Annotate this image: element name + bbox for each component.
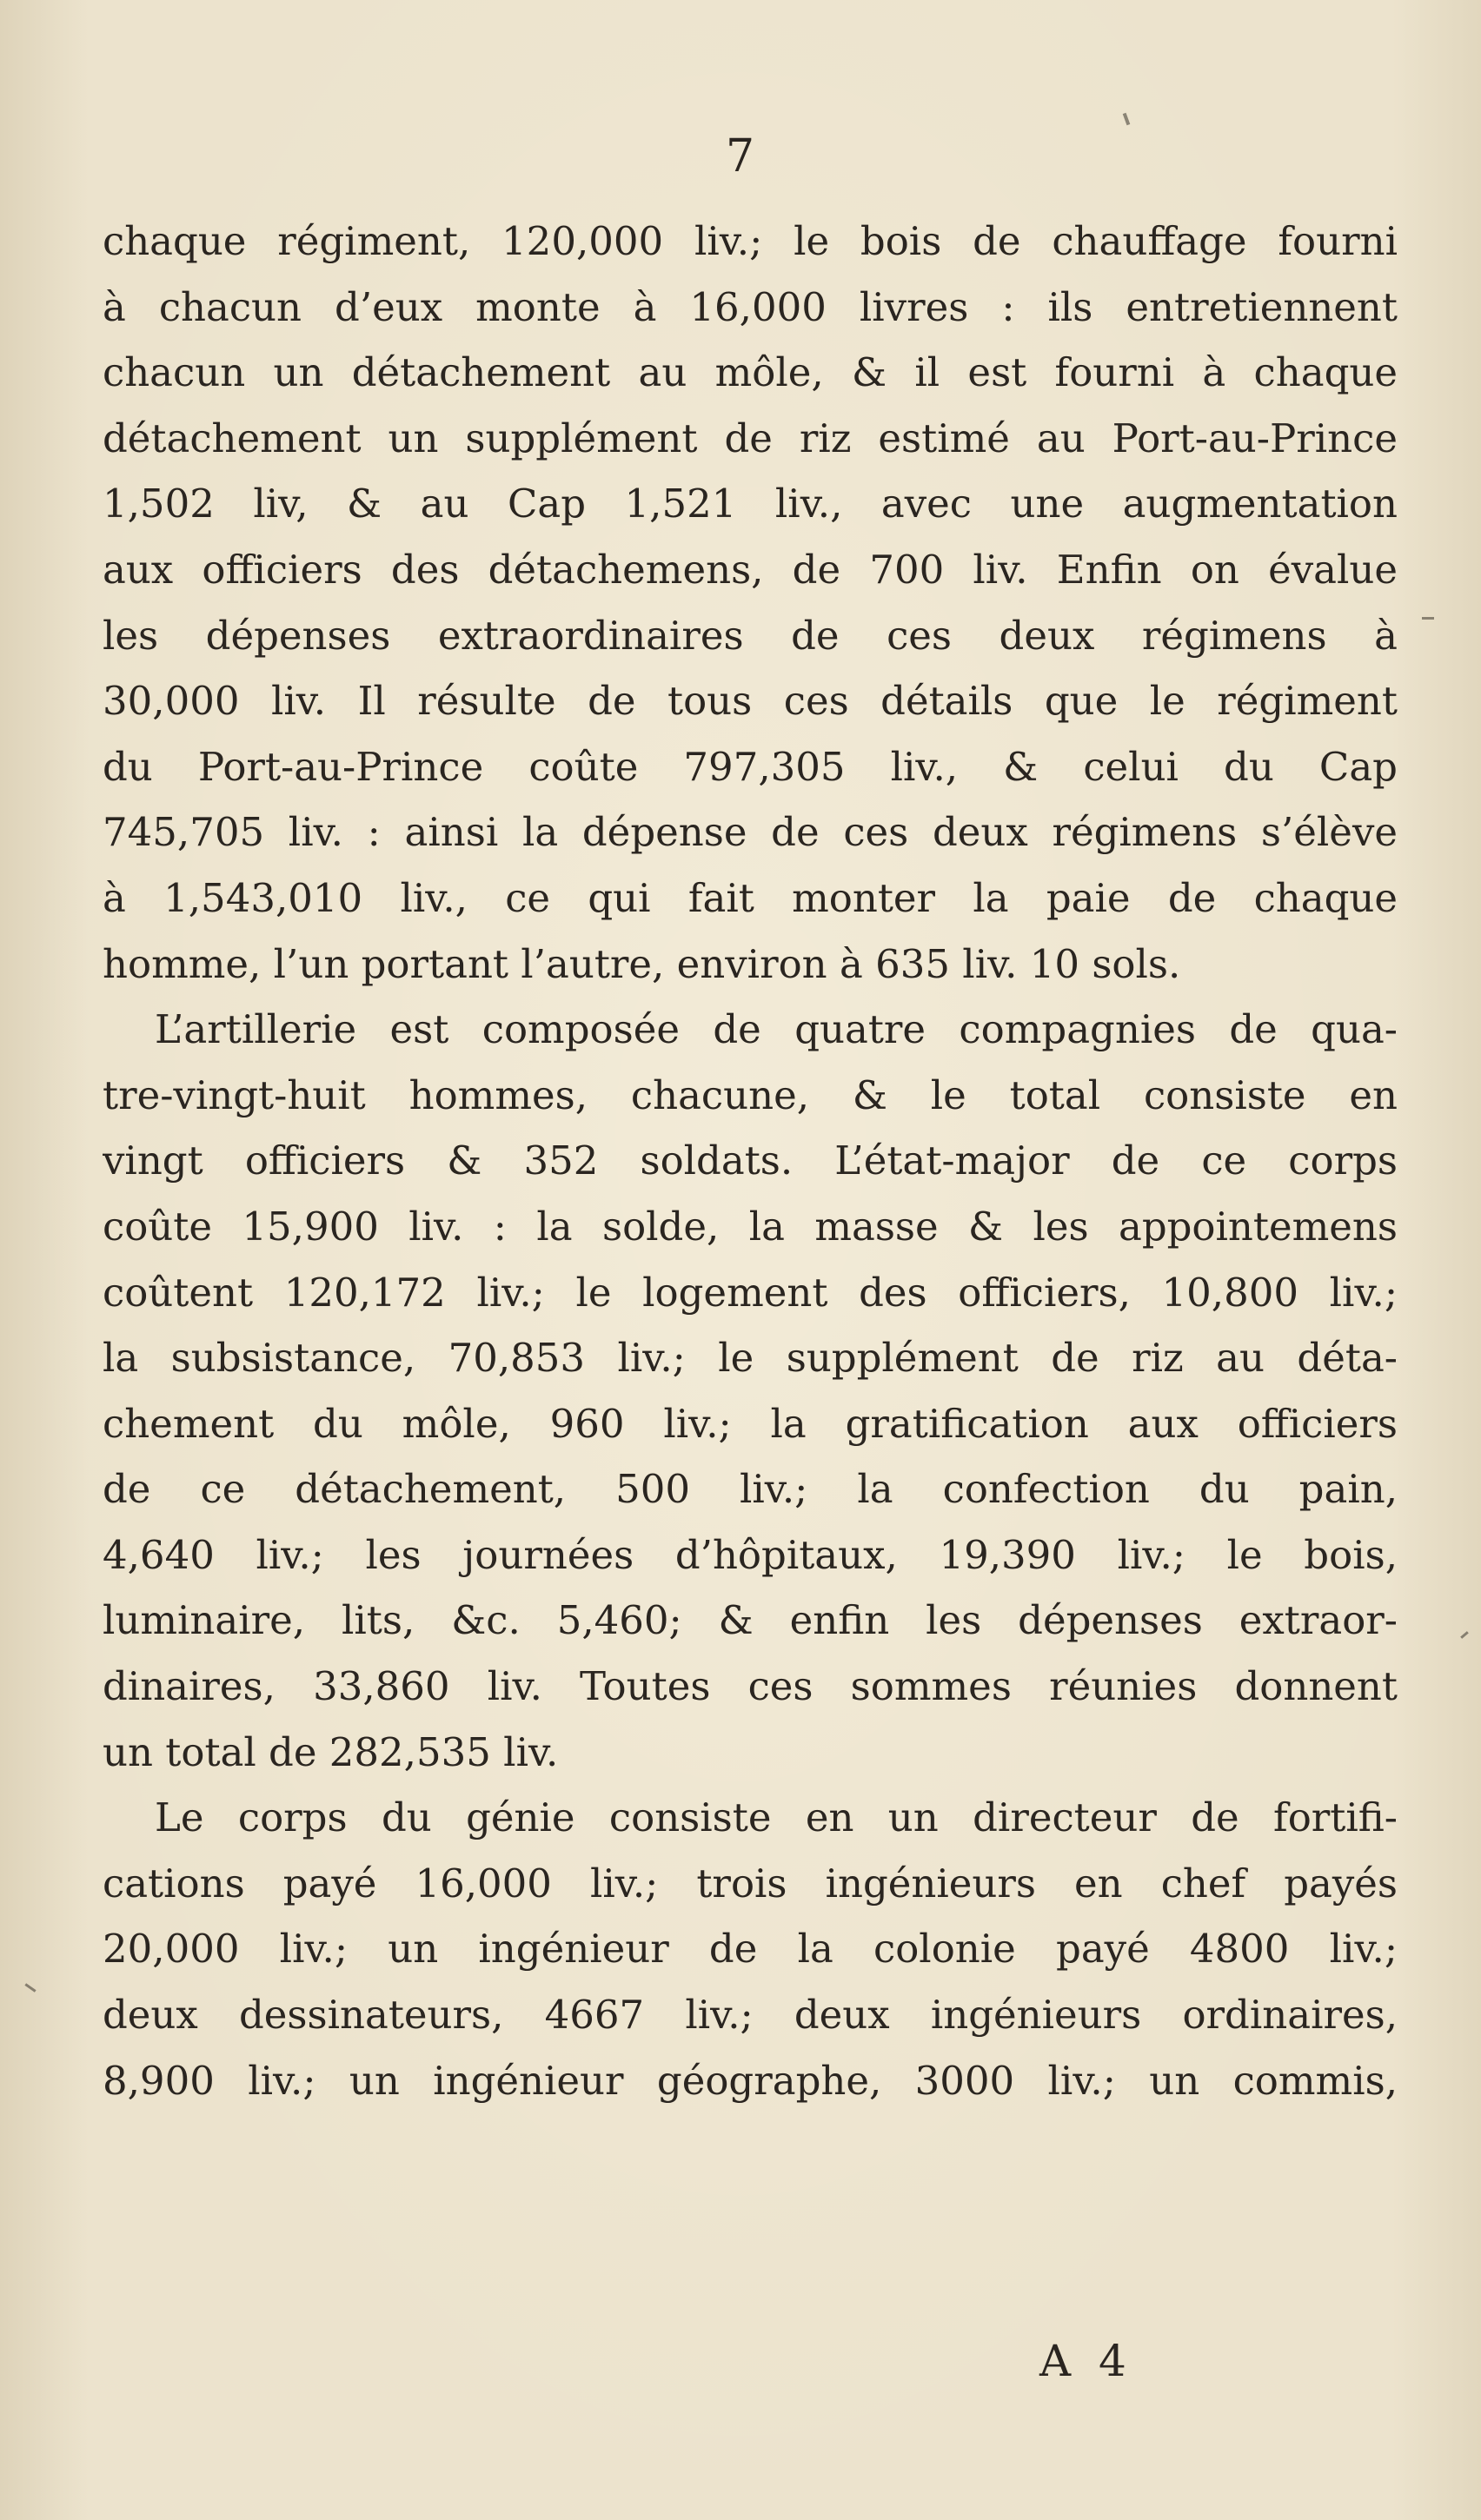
text-line: de ce détachement, 500 liv.; la confection du pain, — [103, 1466, 1398, 1513]
text-line: deux dessinateurs, 4667 liv.; deux ingénieurs ordinaires, — [103, 1992, 1398, 2039]
text-line: luminaire, lits, &c. 5,460; & enfin les dépenses extraor- — [103, 1597, 1398, 1644]
paragraph-start-line: Le corps du génie consiste en un directeur de fortifi- — [155, 1794, 1398, 1841]
text-line: 30,000 liv. Il résulte de tous ces détails que le régiment — [103, 678, 1398, 725]
text-line: à chacun d’eux monte à 16,000 livres : ils entretiennent — [103, 283, 1398, 330]
text-line: coûtent 120,172 liv.; le logement des officiers, 10,800 liv.; — [103, 1269, 1398, 1316]
text-line: chement du môle, 960 liv.; la gratification aux officiers — [103, 1400, 1398, 1447]
text-line: détachement un supplément de riz estimé au Port-au-Prince — [103, 414, 1398, 461]
margin-dash — [1422, 617, 1434, 620]
signature-mark: A 4 — [1039, 2336, 1133, 2386]
text-line: tre-vingt-huit hommes, chacune, & le total consiste en — [103, 1071, 1398, 1118]
text-line: un total de 282,535 liv. — [103, 1728, 559, 1775]
text-line: homme, l’un portant l’autre, environ à 635 liv. 10 sols. — [103, 940, 1181, 987]
text-line: les dépenses extraordinaires de ces deux régimens à — [103, 612, 1398, 659]
text-line: la subsistance, 70,853 liv.; le supplément de riz au déta- — [103, 1335, 1398, 1382]
body-text — [103, 209, 1398, 2113]
margin-dash — [24, 1983, 36, 1992]
text-line: cations payé 16,000 liv.; trois ingénieurs en chef payés — [103, 1860, 1398, 1907]
text-line: chacun un détachement au môle, & il est fourni à chaque — [103, 349, 1398, 396]
text-line: du Port-au-Prince coûte 797,305 liv., & celui du Cap — [103, 743, 1398, 790]
text-line: 745,705 liv. : ainsi la dépense de ces deux régimens s’élève — [103, 809, 1398, 856]
text-line: 1,502 liv, & au Cap 1,521 liv., avec une augmentation — [103, 481, 1398, 527]
margin-dash — [1123, 113, 1131, 126]
margin-dash — [1460, 1631, 1469, 1639]
text-line: à 1,543,010 liv., ce qui fait monter la paie de chaque — [103, 874, 1398, 921]
text-line: 4,640 liv.; les journées d’hôpitaux, 19,390 liv.; le bois, — [103, 1531, 1398, 1578]
text-line: coûte 15,900 liv. : la solde, la masse & les appointemens — [103, 1203, 1398, 1250]
page-number: 7 — [725, 130, 756, 182]
paragraph-start-line: L’artillerie est composée de quatre compagnies de qua- — [155, 1006, 1398, 1053]
text-line: 20,000 liv.; un ingénieur de la colonie payé 4800 liv.; — [103, 1926, 1398, 1973]
text-line: aux officiers des détachemens, de 700 liv. Enfin on évalue — [103, 546, 1398, 593]
text-line: 8,900 liv.; un ingénieur géographe, 3000 liv.; un commis, — [103, 2057, 1398, 2104]
text-line: dinaires, 33,860 liv. Toutes ces sommes réunies donnent — [103, 1663, 1398, 1710]
text-line: vingt officiers & 352 soldats. L’état-major de ce corps — [103, 1137, 1398, 1184]
text-line: chaque régiment, 120,000 liv.; le bois de chauffage fourni — [103, 218, 1398, 264]
